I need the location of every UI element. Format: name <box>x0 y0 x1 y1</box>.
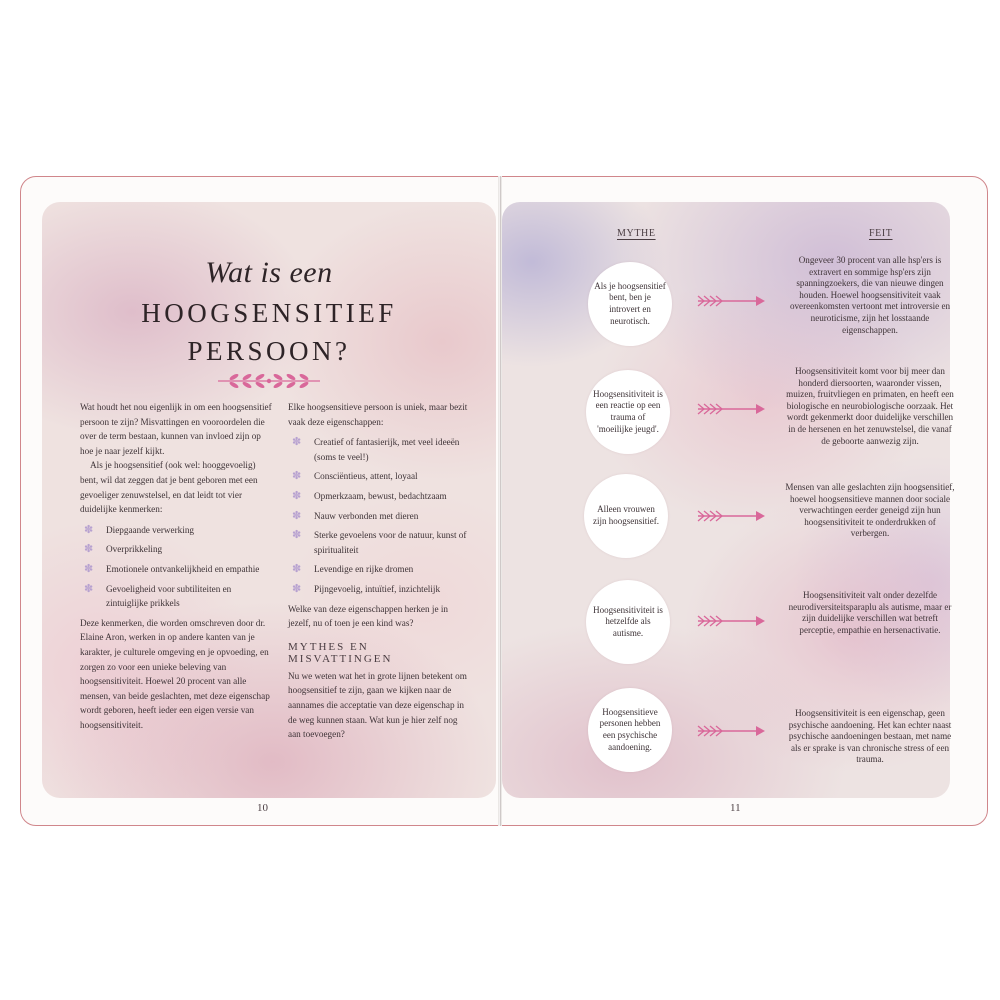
list-item: ✽ Opmerkzaam, bewust, bedachtzaam <box>292 489 447 502</box>
myth-circle: Hoogsensitiviteit is hetzelfde als autisme. <box>586 580 670 664</box>
title-line-2: HOOGSENSITIEF <box>141 298 397 328</box>
feathered-arrow-icon <box>696 614 766 628</box>
leaf-branch-icon <box>214 371 324 391</box>
aron-paragraph: Deze kenmerken, die worden omschreven door dr. Elaine Aron, werken in op andere kanten van je karakter, je culturele omgeving en je opvoeding, en zorgen zo voor een unieke beleving van hoogsensitiviteit. Hoewel 20 procent van alle mensen, van beide geslachten, met deze eigenschap wordt geboren, heeft ieder een eigen versie van hoogsensitiviteit. <box>80 617 270 730</box>
list-item: ✽ Creatief of fantasierijk, met veel ideeën (soms te veel!) <box>292 436 460 462</box>
fact-text: Hoogsensitiviteit komt voor bij meer dan honderd diersoorten, waaronder vissen, muizen, fruitvliegen en primaten, en heeft een biologische en neurobiologische oorzaak. Het wordt gekenmerkt door duidelijke verschillen in de hersenen en het zenuwstelsel, die vanaf de geboorte aanwezig zijn. <box>786 366 954 446</box>
myth-circle: Hoogsensitiviteit is een reactie op een trauma of 'moeilijke jeugd'. <box>586 370 670 454</box>
trait-list <box>80 523 272 611</box>
definition-paragraph: Als je hoogsensitief (ook wel: hooggevoelig) bent, wil dat zeggen dat je bent geboren met een gevoeliger zenuwstelsel, en dat leidt tot vier duidelijke kenmerken: <box>80 460 258 515</box>
myth-circle: Alleen vrouwen zijn hoogsensitief. <box>584 474 668 558</box>
left-column-2 <box>288 400 472 742</box>
fact-column-header: FEIT <box>869 228 893 239</box>
flower-icon: ✽ <box>84 582 94 595</box>
flower-icon: ✽ <box>292 470 302 483</box>
list-item: ✽ Consciëntieus, attent, loyaal <box>292 470 418 483</box>
list-item: ✽ Overprikkeling <box>84 543 163 556</box>
flower-icon: ✽ <box>292 563 302 576</box>
feathered-arrow-icon <box>696 724 766 738</box>
fact-text: Hoogsensitiviteit valt onder dezelfde neurodiversiteitsparaplu als autisme, maar er zijn duidelijke verschillen wat betreft perceptie, empathie en hersenactivatie. <box>788 590 952 635</box>
flower-icon: ✽ <box>292 489 302 502</box>
fact-text: Mensen van alle geslachten zijn hoogsensitief, hoewel hoogsensitieve mannen door sociale verwachtingen eerder geneigd zijn hun hoogsensitiviteit te onderdrukken of verbergen. <box>785 482 955 539</box>
fact-text: Ongeveer 30 procent van alle hsp'ers is extravert en sommige hsp'ers zijn spanningzoekers, die van nieuwe dingen houden. Hoewel hoogsensitiviteit vaak overeenkomsten vertoont met introversie en neuroticisme, zijn het losstaande eigenschappen. <box>789 255 951 335</box>
flower-icon: ✽ <box>292 509 302 522</box>
flower-icon: ✽ <box>84 543 94 556</box>
flower-icon: ✽ <box>292 436 302 449</box>
properties-intro: Elke hoogsensitieve persoon is uniek, maar bezit vaak deze eigenschappen: <box>288 402 468 427</box>
list-item: ✽ Sterke gevoelens voor de natuur, kunst of spiritualiteit <box>292 529 467 555</box>
flower-icon: ✽ <box>292 529 302 542</box>
section-paragraph: Nu we weten wat het in grote lijnen betekent om hoogsensitief te zijn, gaan we kijken naar de aannames die acceptatie van deze eigenschap in de weg kunnen staan. Wat kun je hier zelf nog aan toevoegen? <box>288 670 467 740</box>
title-line-1: Wat is een <box>205 256 333 289</box>
fact-text: Hoogsensitiviteit is een eigenschap, geen psychische aandoening. Het kan echter naast psychische aandoeningen bestaan, met name als er sprake is van chronische stress of een trauma. <box>788 708 952 765</box>
flower-icon: ✽ <box>292 582 302 595</box>
title-line-3: PERSOON? <box>187 336 351 366</box>
intro-paragraph: Wat houdt het nou eigenlijk in om een hoogsensitief persoon te zijn? Misvattingen en vooroordelen die over de term bestaan, kunnen van invloed zijn op hoe je naar jezelf kijkt. <box>80 402 272 456</box>
spine-line <box>500 176 501 826</box>
list-item: ✽ Levendige en rijke dromen <box>292 563 414 576</box>
myth-column-header: MYTHE <box>617 228 656 239</box>
list-item: ✽ Pijngevoelig, intuïtief, inzichtelijk <box>292 582 441 595</box>
myth-circle: Als je hoogsensitief bent, ben je introvert en neurotisch. <box>588 262 672 346</box>
left-column-1 <box>80 400 272 732</box>
properties-list <box>288 435 472 596</box>
feathered-arrow-icon <box>696 294 766 308</box>
feathered-arrow-icon <box>696 402 766 416</box>
page-number-left: 10 <box>257 802 268 814</box>
myth-circle: Hoogsensitieve personen hebben een psychische aandoening. <box>588 688 672 772</box>
list-item: ✽ Nauw verbonden met dieren <box>292 509 419 522</box>
flower-icon: ✽ <box>84 523 94 536</box>
section-title: MYTHES EN MISVATTINGEN <box>288 640 393 666</box>
list-item: ✽ Gevoeligheid voor subtiliteiten en zintuiglijke prikkels <box>84 582 232 609</box>
feathered-arrow-icon <box>696 509 766 523</box>
book-spread <box>20 176 988 826</box>
list-item: ✽ Diepgaande verwerking <box>84 523 195 536</box>
question-paragraph: Welke van deze eigenschappen herken je in jezelf, nu of toen je een kind was? <box>288 603 448 629</box>
list-item: ✽ Emotionele ontvankelijkheid en empathie <box>84 562 260 575</box>
flower-icon: ✽ <box>84 562 94 575</box>
left-page <box>42 202 496 798</box>
page-number-right: 11 <box>730 802 741 814</box>
